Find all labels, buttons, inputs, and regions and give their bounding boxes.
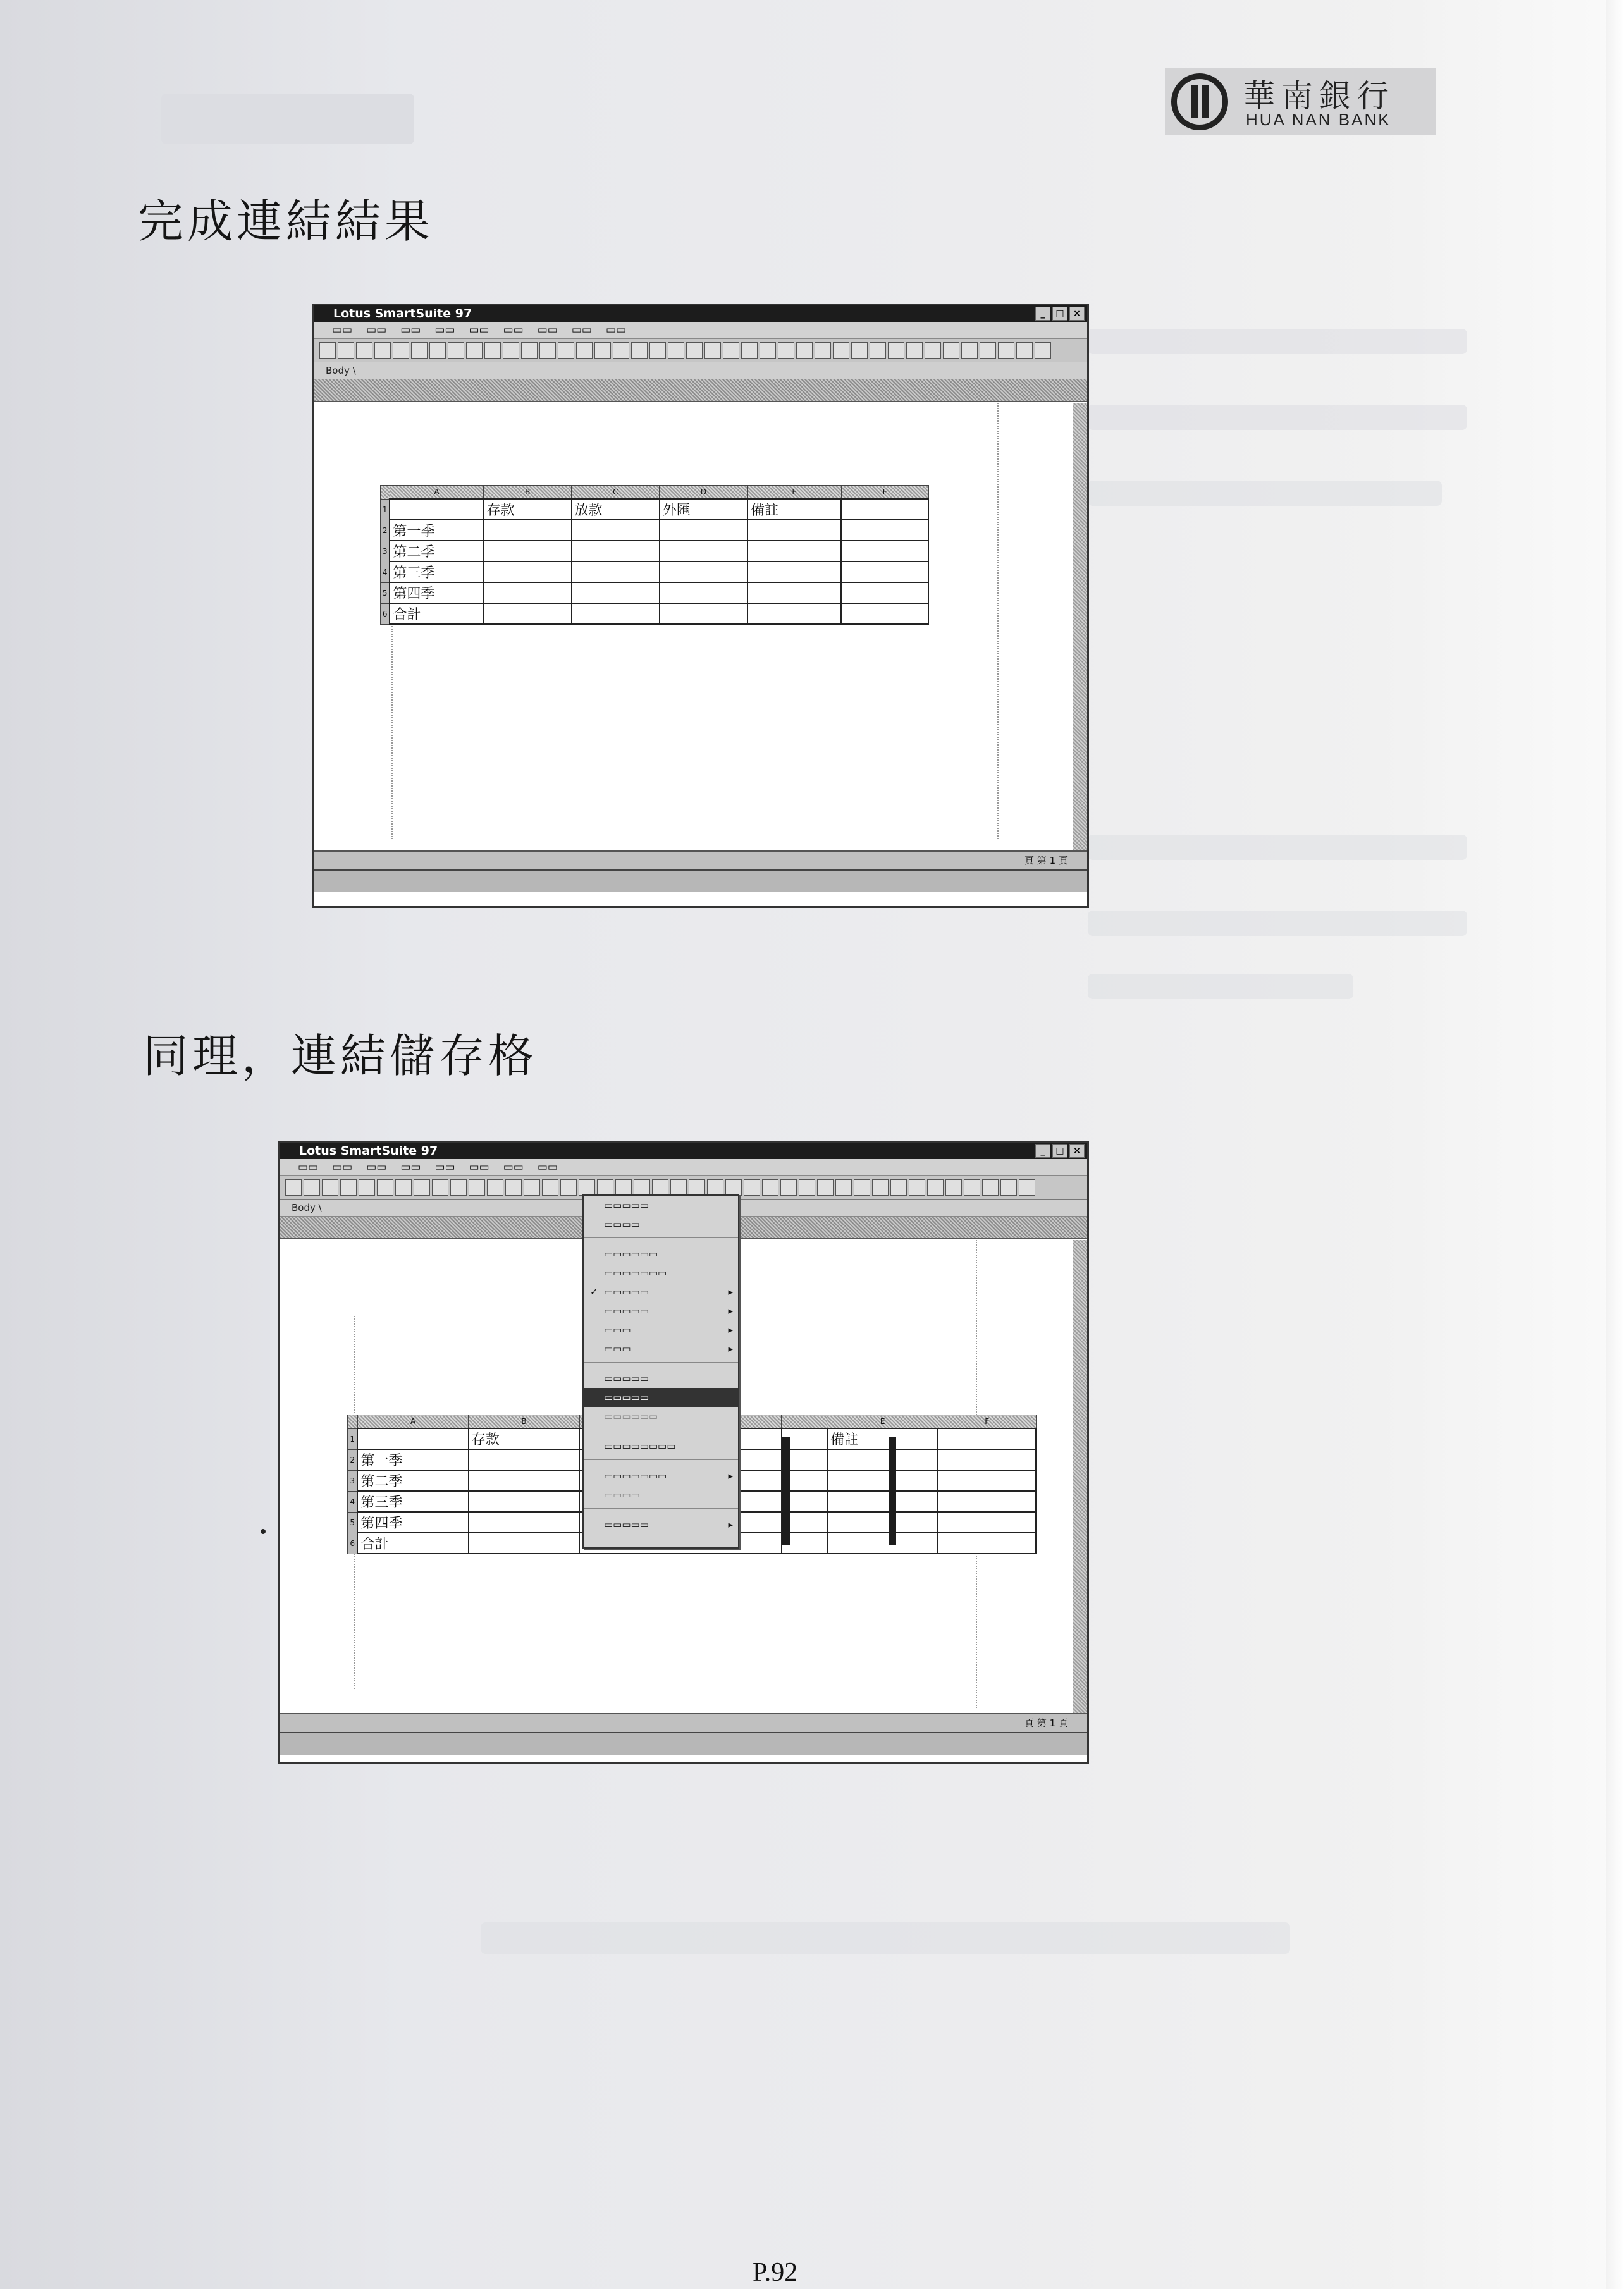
toolbar-button-icon[interactable] bbox=[542, 1179, 558, 1196]
toolbar-button-icon[interactable] bbox=[414, 1179, 430, 1196]
sheet-tab-bar bbox=[280, 1713, 1087, 1732]
cell[interactable]: 備註 bbox=[747, 499, 841, 520]
toolbar-button-icon[interactable] bbox=[597, 1179, 613, 1196]
cell[interactable] bbox=[938, 1491, 1036, 1512]
section-heading-1: 完成連結結果 bbox=[138, 195, 434, 248]
toolbar-button-icon[interactable] bbox=[338, 342, 354, 359]
cell[interactable] bbox=[357, 1428, 468, 1449]
menu-separator bbox=[584, 1430, 738, 1437]
toolbar-button-icon[interactable] bbox=[484, 342, 501, 359]
toolbar-button-icon[interactable] bbox=[356, 342, 372, 359]
cell[interactable] bbox=[841, 541, 928, 562]
menu-separator bbox=[584, 1508, 738, 1515]
table-row bbox=[381, 603, 929, 624]
cell[interactable] bbox=[484, 582, 572, 603]
margin-guide bbox=[997, 403, 999, 839]
toolbar-button-icon[interactable] bbox=[539, 342, 556, 359]
toolbar-button-icon[interactable] bbox=[304, 1179, 320, 1196]
cell[interactable]: 第三季 bbox=[390, 562, 483, 582]
cell[interactable] bbox=[572, 541, 660, 562]
menu-item-disabled[interactable]: ▭▭▭▭▭▭ bbox=[604, 1411, 658, 1422]
toolbar-button-icon[interactable] bbox=[689, 1179, 705, 1196]
toolbar-button-icon[interactable] bbox=[560, 1179, 577, 1196]
cell[interactable] bbox=[938, 1512, 1036, 1533]
cell[interactable] bbox=[827, 1533, 938, 1554]
toolbar-button-icon[interactable] bbox=[521, 342, 538, 359]
table-row bbox=[381, 562, 929, 582]
toolbar-button-icon[interactable] bbox=[778, 342, 794, 359]
toolbar-button-icon[interactable] bbox=[851, 342, 868, 359]
taskbar bbox=[314, 869, 1087, 892]
row-header[interactable]: 3 bbox=[381, 541, 390, 562]
cell[interactable]: 第二季 bbox=[390, 541, 483, 562]
submenu-arrow-icon: ▸ bbox=[728, 1286, 733, 1298]
window-title: Lotus SmartSuite 97 bbox=[299, 1144, 438, 1158]
menu-item[interactable]: ▭▭▭▭▭ ▸ bbox=[584, 1301, 738, 1320]
toolbar-button-icon[interactable] bbox=[649, 342, 666, 359]
row-header[interactable]: 1 bbox=[348, 1428, 358, 1449]
maximize-icon[interactable]: □ bbox=[1052, 1144, 1067, 1158]
selection-marker bbox=[889, 1437, 896, 1545]
cell[interactable]: 第四季 bbox=[357, 1512, 468, 1533]
cell[interactable] bbox=[841, 582, 928, 603]
cell[interactable] bbox=[747, 520, 841, 541]
toolbar-button-icon[interactable] bbox=[1035, 342, 1051, 359]
toolbar-button-icon[interactable] bbox=[833, 342, 849, 359]
toolbar-button-icon[interactable] bbox=[615, 1179, 632, 1196]
column-header[interactable]: B bbox=[469, 1415, 579, 1429]
table-row bbox=[381, 520, 929, 541]
toolbar-button-icon[interactable] bbox=[925, 342, 941, 359]
submenu-arrow-icon: ▸ bbox=[728, 1343, 733, 1354]
toolbar-button-icon[interactable] bbox=[927, 1179, 944, 1196]
row-header[interactable]: 4 bbox=[381, 562, 390, 582]
toolbar-button-icon[interactable] bbox=[448, 342, 464, 359]
cell[interactable] bbox=[390, 499, 483, 520]
cell[interactable] bbox=[484, 603, 572, 624]
cell[interactable] bbox=[469, 1512, 579, 1533]
cell[interactable] bbox=[747, 603, 841, 624]
toolbar-button-icon[interactable] bbox=[741, 342, 758, 359]
cell[interactable] bbox=[747, 541, 841, 562]
toolbar-button-icon[interactable] bbox=[319, 342, 336, 359]
cell[interactable]: 合計 bbox=[390, 603, 483, 624]
cell[interactable] bbox=[827, 1449, 938, 1470]
table-row bbox=[381, 582, 929, 603]
cell[interactable] bbox=[660, 603, 747, 624]
toolbar-button-icon[interactable] bbox=[815, 342, 831, 359]
minimize-icon[interactable]: _ bbox=[1035, 1144, 1050, 1158]
column-header[interactable]: A bbox=[390, 486, 483, 500]
ghost-line bbox=[1088, 835, 1467, 860]
toolbar-button-icon[interactable] bbox=[943, 342, 959, 359]
toolbar-button-icon[interactable] bbox=[854, 1179, 870, 1196]
toolbar-button-icon[interactable] bbox=[799, 1179, 815, 1196]
section-heading-2: 同理，連結儲存格 bbox=[143, 1029, 538, 1083]
bank-name-cn: 華南銀行 bbox=[1243, 78, 1395, 114]
toolbar-button-icon[interactable] bbox=[466, 342, 483, 359]
cell[interactable] bbox=[469, 1491, 579, 1512]
status-right-text: 頁 第 1 頁 bbox=[1024, 855, 1068, 866]
column-header[interactable]: E bbox=[827, 1415, 938, 1429]
column-header[interactable]: A bbox=[357, 1415, 468, 1429]
menu-item[interactable]: ▭▭ bbox=[434, 324, 455, 336]
toolbar-button-icon[interactable] bbox=[961, 342, 978, 359]
close-icon[interactable]: × bbox=[1069, 307, 1085, 321]
column-header[interactable]: C bbox=[572, 486, 660, 500]
menu-item[interactable]: ▭▭ bbox=[503, 324, 524, 336]
toolbar-button-icon[interactable] bbox=[760, 342, 776, 359]
document-tab-label: Body bbox=[326, 365, 350, 376]
toolbar-button-icon[interactable] bbox=[998, 342, 1014, 359]
menu-item[interactable]: ▭▭ bbox=[469, 1161, 489, 1174]
toolbar-button-icon[interactable] bbox=[835, 1179, 852, 1196]
toolbar-button-icon[interactable] bbox=[670, 1179, 687, 1196]
vertical-scrollbar[interactable] bbox=[1073, 1240, 1087, 1713]
toolbar-button-icon[interactable] bbox=[1016, 342, 1033, 359]
menu-item[interactable]: ▭▭ bbox=[332, 324, 353, 336]
toolbar-button-icon[interactable] bbox=[558, 342, 574, 359]
menu-separator bbox=[584, 1459, 738, 1466]
cell[interactable] bbox=[469, 1449, 579, 1470]
document-tab-label: Body bbox=[292, 1202, 316, 1213]
cell[interactable] bbox=[827, 1512, 938, 1533]
cell[interactable]: 第三季 bbox=[357, 1491, 468, 1512]
cell[interactable] bbox=[660, 562, 747, 582]
menu-item[interactable]: ▭▭▭▭▭ bbox=[604, 1200, 649, 1211]
submenu-arrow-icon: ▸ bbox=[728, 1305, 733, 1316]
toolbar-button-icon[interactable] bbox=[668, 342, 684, 359]
cell[interactable] bbox=[841, 603, 928, 624]
context-menu bbox=[582, 1194, 739, 1549]
cell[interactable] bbox=[660, 520, 747, 541]
menu-bar bbox=[280, 1159, 1087, 1176]
menu-item[interactable]: ▭▭ bbox=[469, 324, 489, 336]
document-tab[interactable]: Body \ bbox=[280, 1200, 1087, 1217]
menu-item[interactable]: ▭▭▭▭▭▭▭ ▸ bbox=[584, 1466, 738, 1485]
toolbar-button-icon[interactable] bbox=[450, 1179, 467, 1196]
bank-emblem-icon bbox=[1171, 73, 1228, 130]
cell[interactable]: 第二季 bbox=[357, 1470, 468, 1491]
menu-item[interactable]: ▭▭ bbox=[537, 324, 558, 336]
menu-item[interactable]: ▭▭ bbox=[571, 324, 592, 336]
cell[interactable]: 第四季 bbox=[390, 582, 483, 603]
cell[interactable] bbox=[841, 520, 928, 541]
menu-item[interactable]: ▭▭▭▭▭ ▸ bbox=[584, 1515, 738, 1534]
toolbar bbox=[314, 339, 1087, 362]
menu-item-disabled[interactable]: ▭▭▭▭ bbox=[604, 1489, 640, 1500]
toolbar-button-icon[interactable] bbox=[888, 342, 904, 359]
column-header[interactable] bbox=[782, 1415, 827, 1429]
toolbar-button-icon[interactable] bbox=[377, 1179, 393, 1196]
row-header[interactable]: 6 bbox=[348, 1533, 358, 1554]
ghost-line bbox=[1088, 911, 1467, 936]
toolbar-button-icon[interactable] bbox=[1019, 1179, 1035, 1196]
cell[interactable]: 備註 bbox=[827, 1428, 938, 1449]
cell[interactable] bbox=[938, 1470, 1036, 1491]
toolbar-button-icon[interactable] bbox=[707, 1179, 723, 1196]
ghost-line bbox=[1088, 329, 1467, 354]
cell[interactable] bbox=[938, 1533, 1036, 1554]
window-buttons bbox=[1035, 1144, 1085, 1158]
sheet-tab-bar bbox=[314, 850, 1087, 869]
menu-bar bbox=[314, 322, 1087, 339]
submenu-arrow-icon: ▸ bbox=[728, 1324, 733, 1335]
cell[interactable] bbox=[484, 562, 572, 582]
toolbar-button-icon[interactable] bbox=[340, 1179, 357, 1196]
toolbar-button-icon[interactable] bbox=[870, 342, 886, 359]
toolbar-button-icon[interactable] bbox=[906, 342, 923, 359]
toolbar-button-icon[interactable] bbox=[872, 1179, 889, 1196]
cell[interactable] bbox=[469, 1533, 579, 1554]
menu-item[interactable]: ▭▭ bbox=[366, 324, 387, 336]
taskbar bbox=[280, 1732, 1087, 1755]
toolbar-button-icon[interactable] bbox=[982, 1179, 999, 1196]
toolbar-button-icon[interactable] bbox=[395, 1179, 412, 1196]
maximize-icon[interactable]: □ bbox=[1052, 307, 1067, 321]
toolbar-button-icon[interactable] bbox=[285, 1179, 302, 1196]
toolbar-button-icon[interactable] bbox=[613, 342, 629, 359]
linked-spreadsheet bbox=[380, 485, 929, 625]
cell[interactable] bbox=[747, 562, 841, 582]
submenu-arrow-icon: ▸ bbox=[728, 1470, 733, 1482]
cell[interactable] bbox=[572, 603, 660, 624]
toolbar-button-icon[interactable] bbox=[723, 342, 739, 359]
cell[interactable] bbox=[484, 520, 572, 541]
menu-item[interactable]: ▭▭▭▭▭▭▭ bbox=[604, 1267, 667, 1279]
toolbar-button-icon[interactable] bbox=[631, 342, 648, 359]
screenshot-link-cells bbox=[278, 1141, 1089, 1764]
cell[interactable] bbox=[938, 1428, 1036, 1449]
toolbar-button-icon[interactable] bbox=[374, 342, 391, 359]
toolbar-button-icon[interactable] bbox=[411, 342, 428, 359]
toolbar-button-icon[interactable] bbox=[576, 342, 593, 359]
toolbar-button-icon[interactable] bbox=[909, 1179, 925, 1196]
toolbar-button-icon[interactable] bbox=[686, 342, 703, 359]
toolbar-button-icon[interactable] bbox=[744, 1179, 760, 1196]
ghost-line bbox=[1088, 974, 1353, 999]
menu-item[interactable]: ▭▭▭▭ bbox=[604, 1218, 640, 1230]
cell[interactable] bbox=[660, 541, 747, 562]
row-header[interactable]: 3 bbox=[348, 1470, 358, 1491]
menu-item[interactable]: ▭▭ bbox=[400, 324, 421, 336]
ghost-line bbox=[1088, 481, 1442, 506]
menu-item-selected[interactable]: ▭▭▭▭▭ bbox=[584, 1388, 738, 1407]
minimize-icon[interactable]: _ bbox=[1035, 307, 1050, 321]
cell[interactable] bbox=[469, 1470, 579, 1491]
toolbar-button-icon[interactable] bbox=[890, 1179, 907, 1196]
table-row bbox=[381, 541, 929, 562]
vertical-scrollbar[interactable] bbox=[1073, 403, 1087, 850]
toolbar-button-icon[interactable] bbox=[505, 1179, 522, 1196]
check-icon: ✓ bbox=[590, 1286, 598, 1298]
toolbar-button-icon[interactable] bbox=[780, 1179, 797, 1196]
menu-item[interactable]: ▭▭▭▭▭▭ bbox=[604, 1248, 658, 1260]
menu-item[interactable]: ▭▭ bbox=[434, 1161, 455, 1174]
menu-item[interactable]: ▭▭ bbox=[606, 324, 627, 336]
document-tab[interactable]: Body \ bbox=[314, 362, 1087, 379]
menu-item[interactable]: ▭▭▭▭▭▭▭▭ bbox=[604, 1440, 676, 1452]
toolbar-button-icon[interactable] bbox=[796, 342, 813, 359]
toolbar-button-icon[interactable] bbox=[762, 1179, 778, 1196]
toolbar-button-icon[interactable] bbox=[634, 1179, 650, 1196]
column-header[interactable]: E bbox=[747, 486, 841, 500]
toolbar-button-icon[interactable] bbox=[980, 342, 996, 359]
row-header[interactable]: 1 bbox=[381, 499, 390, 520]
cell[interactable] bbox=[841, 499, 928, 520]
toolbar-button-icon[interactable] bbox=[524, 1179, 540, 1196]
status-right-text: 頁 第 1 頁 bbox=[1024, 1717, 1068, 1729]
stray-dot bbox=[261, 1529, 266, 1534]
cell[interactable]: 存款 bbox=[469, 1428, 579, 1449]
row-header[interactable]: 6 bbox=[381, 603, 390, 624]
row-header[interactable]: 4 bbox=[348, 1491, 358, 1512]
column-header[interactable]: F bbox=[938, 1415, 1036, 1429]
screenshot-linked-result bbox=[312, 304, 1089, 908]
menu-item[interactable]: ▭▭▭ ▸ bbox=[584, 1320, 738, 1339]
row-header[interactable]: 5 bbox=[381, 582, 390, 603]
ghost-line bbox=[1088, 405, 1467, 430]
toolbar-button-icon[interactable] bbox=[594, 342, 611, 359]
row-header[interactable]: 5 bbox=[348, 1512, 358, 1533]
cell[interactable] bbox=[572, 562, 660, 582]
cell[interactable]: 合計 bbox=[357, 1533, 468, 1554]
toolbar-button-icon[interactable] bbox=[579, 1179, 595, 1196]
cell[interactable] bbox=[572, 582, 660, 603]
bank-logo bbox=[1165, 68, 1436, 135]
submenu-arrow-icon: ▸ bbox=[728, 1519, 733, 1530]
column-header[interactable]: F bbox=[841, 486, 928, 500]
cell[interactable] bbox=[660, 582, 747, 603]
page-number: P.92 bbox=[753, 2258, 798, 2287]
page-edge bbox=[1606, 0, 1624, 2289]
toolbar-button-icon[interactable] bbox=[503, 342, 519, 359]
toolbar-button-icon[interactable] bbox=[487, 1179, 503, 1196]
document-area bbox=[314, 403, 1073, 850]
toolbar-button-icon[interactable] bbox=[432, 1179, 448, 1196]
menu-item[interactable]: ▭▭ bbox=[503, 1161, 524, 1174]
column-header[interactable]: B bbox=[484, 486, 572, 500]
window-buttons bbox=[1035, 307, 1085, 321]
menu-separator bbox=[584, 1362, 738, 1369]
selection-marker bbox=[782, 1437, 790, 1545]
toolbar-button-icon[interactable] bbox=[725, 1179, 742, 1196]
menu-item[interactable]: ▭▭ bbox=[400, 1161, 421, 1174]
row-header[interactable]: 2 bbox=[348, 1449, 358, 1470]
toolbar-button-icon[interactable] bbox=[469, 1179, 485, 1196]
cell[interactable]: 存款 bbox=[484, 499, 572, 520]
menu-item[interactable]: ▭▭▭▭▭ bbox=[604, 1373, 649, 1384]
cell[interactable]: 放款 bbox=[572, 499, 660, 520]
cell[interactable]: 第一季 bbox=[357, 1449, 468, 1470]
menu-item[interactable]: ▭▭ bbox=[298, 1161, 319, 1174]
corner-cell bbox=[381, 486, 390, 500]
table-row bbox=[381, 499, 929, 520]
menu-item[interactable]: ✓ ▭▭▭▭▭ ▸ bbox=[584, 1282, 738, 1301]
menu-item[interactable]: ▭▭ bbox=[332, 1161, 353, 1174]
row-header[interactable]: 2 bbox=[381, 520, 390, 541]
cell[interactable] bbox=[827, 1491, 938, 1512]
corner-cell bbox=[348, 1415, 358, 1429]
window-titlebar bbox=[314, 305, 1087, 322]
menu-item[interactable]: ▭▭ bbox=[366, 1161, 387, 1174]
column-header-row bbox=[381, 486, 929, 500]
window-title: Lotus SmartSuite 97 bbox=[333, 307, 472, 321]
cell[interactable]: 第一季 bbox=[390, 520, 483, 541]
cell[interactable] bbox=[572, 520, 660, 541]
window-titlebar bbox=[280, 1143, 1087, 1159]
column-header[interactable]: D bbox=[660, 486, 747, 500]
menu-separator bbox=[584, 1237, 738, 1244]
ghost-header bbox=[161, 94, 414, 144]
toolbar-button-icon[interactable] bbox=[945, 1179, 962, 1196]
cell[interactable] bbox=[938, 1449, 1036, 1470]
toolbar-button-icon[interactable] bbox=[1000, 1179, 1017, 1196]
toolbar-button-icon[interactable] bbox=[393, 342, 409, 359]
cell[interactable] bbox=[484, 541, 572, 562]
cell[interactable] bbox=[827, 1470, 938, 1491]
toolbar-button-icon[interactable] bbox=[964, 1179, 980, 1196]
toolbar-button-icon[interactable] bbox=[704, 342, 721, 359]
toolbar-button-icon[interactable] bbox=[322, 1179, 338, 1196]
ruler bbox=[314, 379, 1087, 402]
cell[interactable]: 外匯 bbox=[660, 499, 747, 520]
toolbar-button-icon[interactable] bbox=[359, 1179, 375, 1196]
toolbar-button-icon[interactable] bbox=[429, 342, 446, 359]
close-icon[interactable]: × bbox=[1069, 1144, 1085, 1158]
toolbar-button-icon[interactable] bbox=[817, 1179, 834, 1196]
cell[interactable] bbox=[841, 562, 928, 582]
toolbar-button-icon[interactable] bbox=[652, 1179, 668, 1196]
cell[interactable] bbox=[747, 582, 841, 603]
menu-item[interactable]: ▭▭ bbox=[537, 1161, 558, 1174]
bank-name-en: HUA NAN BANK bbox=[1246, 110, 1391, 129]
ghost-line bbox=[481, 1922, 1290, 1954]
menu-item[interactable]: ▭▭▭ ▸ bbox=[584, 1339, 738, 1358]
